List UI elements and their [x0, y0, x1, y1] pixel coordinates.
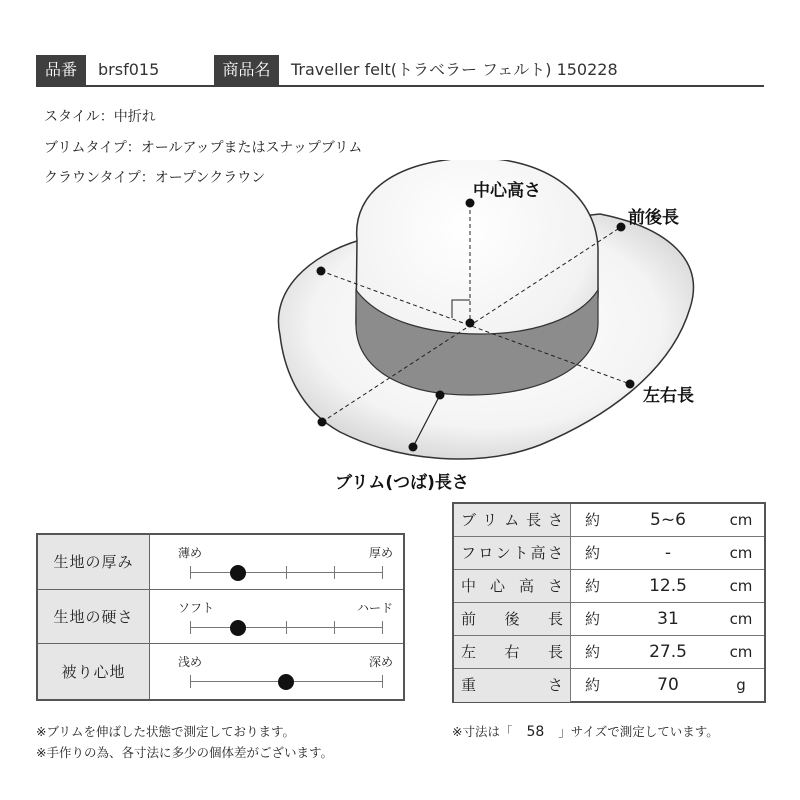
hat-measurement-diagram [260, 160, 760, 490]
approx-label: 約 [585, 544, 601, 562]
item-number-tag: 品番 [36, 55, 86, 85]
product-name-value: Traveller felt(トラベラー フェルト) 150228 [291, 60, 618, 79]
spec-brim-type: ブリムタイプ：オールアップまたはスナップブリム [44, 140, 363, 156]
measurement-unit: cm [729, 643, 753, 661]
fabric-property-table [36, 533, 405, 701]
scale-low-label: 薄め [178, 546, 203, 560]
scale-marker [278, 674, 294, 690]
point-right [626, 380, 635, 389]
measurement-value: 70 [657, 675, 679, 695]
spec-style: スタイル：中折れ [44, 109, 156, 125]
measurement-label: 中心高さ [454, 570, 571, 602]
property-row-fit [38, 644, 403, 699]
property-row-thickness [38, 535, 403, 590]
label-brim-length: ブリム(つば)長さ [335, 473, 469, 493]
property-label: 被り心地 [38, 644, 150, 699]
measurement-label: ブリム長さ [454, 504, 571, 536]
scale-low-label: 浅め [178, 655, 203, 670]
point-center [466, 319, 475, 328]
scale-low-label: ソフト [178, 600, 215, 615]
measurement-label: 前後長 [454, 603, 571, 635]
measurement-label: 重さ [454, 669, 571, 702]
point-left [317, 267, 326, 276]
note-brim-measured: ※ブリムを伸ばした状態で測定しております。 [36, 724, 295, 739]
point-front [617, 223, 626, 232]
measurement-row [454, 636, 764, 669]
scale-high-label: ハード [356, 600, 393, 615]
measurement-unit: cm [729, 577, 753, 595]
measurement-unit: g [736, 676, 746, 694]
approx-label: 約 [585, 643, 601, 661]
size-note-value: 58 [526, 724, 545, 740]
measurement-row [454, 504, 764, 537]
scale-marker [230, 620, 246, 636]
measurement-unit: cm [729, 544, 753, 562]
measurement-row [454, 603, 764, 636]
size-note-prefix: ※寸法は「 [452, 724, 513, 739]
item-number-value: brsf015 [98, 60, 160, 79]
property-label: 生地の硬さ [38, 590, 150, 644]
measurement-value: 12.5 [649, 576, 687, 596]
measurement-value: 27.5 [649, 642, 687, 662]
measurement-value: - [664, 543, 672, 563]
point-back [318, 418, 327, 427]
measurement-label: 左右長 [454, 636, 571, 668]
spec-crown-type: クラウンタイプ：オープンクラウン [44, 170, 266, 186]
note-handmade-variance: ※手作りの為、各寸法に多少の個体差がございます。 [36, 745, 333, 760]
product-name-tag: 商品名 [214, 55, 279, 85]
label-front-back-length: 前後長 [628, 208, 679, 228]
point-brim-band [436, 391, 445, 400]
note-size-measured [452, 722, 719, 740]
point-brim-edge [409, 443, 418, 452]
property-label: 生地の厚み [38, 535, 150, 589]
measurement-row [454, 570, 764, 603]
approx-label: 約 [585, 610, 601, 628]
scale-marker [230, 565, 246, 581]
approx-label: 約 [585, 511, 601, 529]
scale-high-label: 厚め [368, 546, 393, 560]
label-side-length: 左右長 [643, 386, 694, 406]
measurement-unit: cm [729, 610, 753, 628]
measurement-label: フロント高さ [454, 537, 571, 569]
measurement-row [454, 669, 764, 702]
label-center-height: 中心高さ [473, 181, 541, 201]
measurement-value: 5~6 [650, 510, 686, 530]
scale-high-label: 深め [368, 655, 393, 670]
measurement-value: 31 [657, 609, 679, 629]
measurement-table [452, 502, 766, 703]
property-row-hardness [38, 590, 403, 645]
measurement-unit: cm [729, 511, 753, 529]
size-note-suffix: 」サイズで測定しています。 [558, 724, 719, 739]
approx-label: 約 [585, 577, 601, 595]
measurement-row [454, 537, 764, 570]
header-divider [36, 85, 764, 87]
approx-label: 約 [585, 676, 601, 694]
